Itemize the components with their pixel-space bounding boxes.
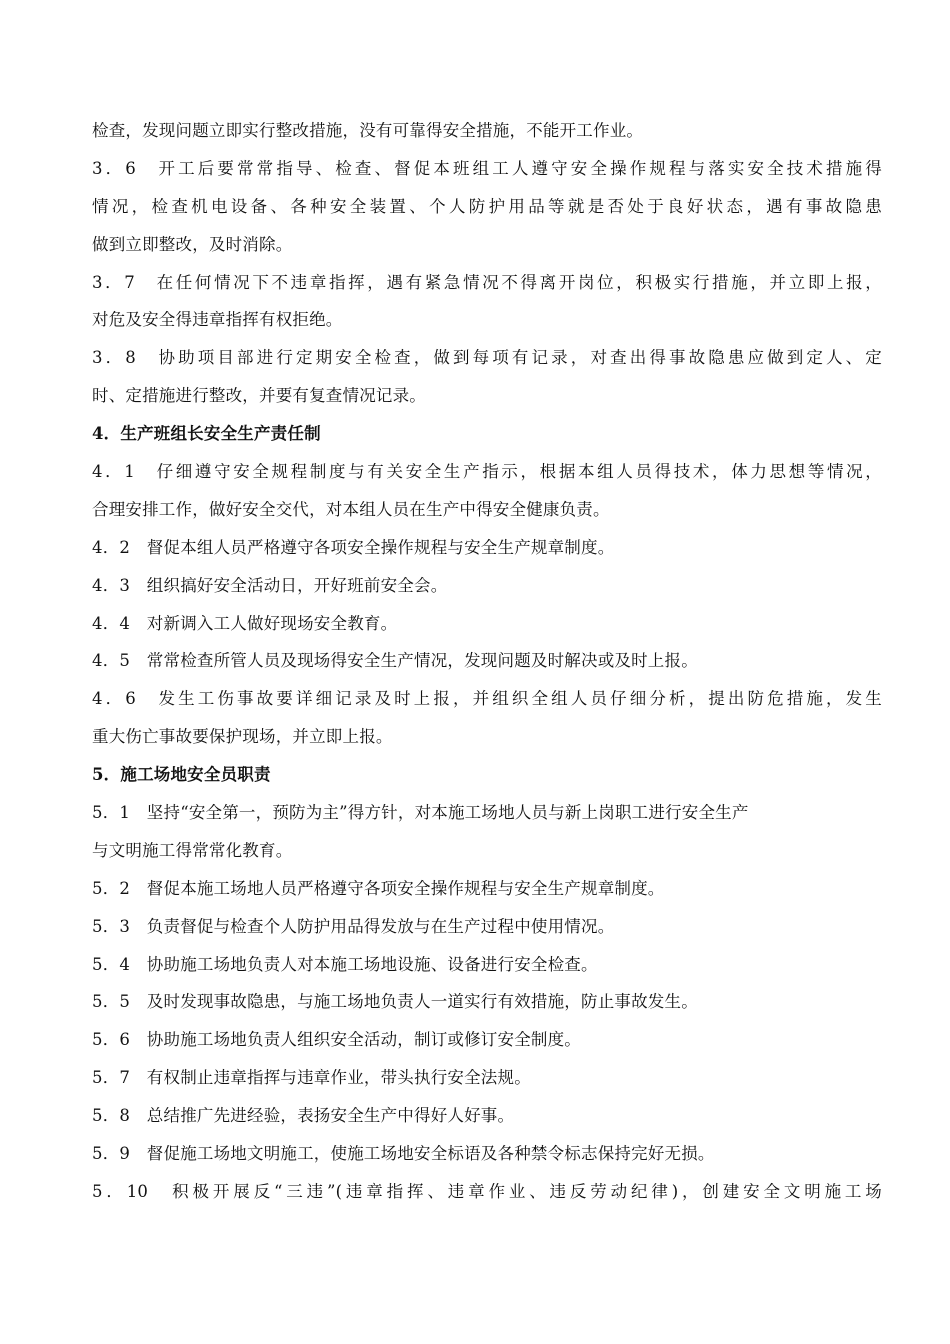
text-line: 5．9 督促施工场地文明施工，使施工场地安全标语及各种禁令标志保持完好无损。 xyxy=(92,1144,715,1164)
text-line: 5．4 协助施工场地负责人对本施工场地设施、设备进行安全检查。 xyxy=(92,954,598,974)
text-line: 时、定措施进行整改，并要有复查情况记录。 xyxy=(92,386,426,406)
text-line: 5．7 有权制止违章指挥与违章作业，带头执行安全法规。 xyxy=(92,1068,531,1088)
section-heading: 4．生产班组长安全生产责任制 xyxy=(92,424,321,444)
document-page xyxy=(92,112,882,1211)
text-line: 5．5 及时发现事故隐患，与施工场地负责人一道实行有效措施，防止事故发生。 xyxy=(92,992,698,1012)
text-line: 做到立即整改，及时消除。 xyxy=(92,234,293,254)
text-line: 5．8 总结推广先进经验，表扬安全生产中得好人好事。 xyxy=(92,1106,515,1126)
text-line: 3．8 协助项目部进行定期安全检查，做到每项有记录，对查出得事故隐患应做到定人、定 xyxy=(92,348,882,368)
text-line: 4．5 常常检查所管人员及现场得安全生产情况，发现问题及时解决或及时上报。 xyxy=(92,651,698,671)
text-line: 情况，检查机电设备、各种安全装置、个人防护用品等就是否处于良好状态，遇有事故隐患 xyxy=(92,196,882,216)
text-line: 重大伤亡事故要保护现场，并立即上报。 xyxy=(92,727,393,747)
text-line: 3．7 在任何情况下不违章指挥，遇有紧急情况不得离开岗位，积极实行措施，并立即上报， xyxy=(92,272,882,292)
text-line: 4．1 仔细遵守安全规程制度与有关安全生产指示，根据本组人员得技术，体力思想等情况， xyxy=(92,462,882,482)
text-line: 检查，发现问题立即实行整改措施，没有可靠得安全措施，不能开工作业。 xyxy=(92,121,644,140)
text-line: 5．3 负责督促与检查个人防护用品得发放与在生产过程中使用情况。 xyxy=(92,916,615,936)
text-line: 4．6 发生工伤事故要详细记录及时上报，并组织全组人员仔细分析，提出防危措施，发生 xyxy=(92,689,882,709)
text-line: 5．10 积极开展反“三违”(违章指挥、违章作业、违反劳动纪律)，创建安全文明施工场 xyxy=(92,1181,882,1201)
text-line: 4．2 督促本组人员严格遵守各项安全操作规程与安全生产规章制度。 xyxy=(92,537,615,557)
text-line: 合理安排工作，做好安全交代，对本组人员在生产中得安全健康负责。 xyxy=(92,499,610,519)
text-line: 对危及安全得违章指挥有权拒绝。 xyxy=(92,310,343,330)
text-line: 与文明施工得常常化教育。 xyxy=(92,840,293,860)
text-line: 4．3 组织搞好安全活动日，开好班前安全会。 xyxy=(92,575,448,595)
text-line: 5．6 协助施工场地负责人组织安全活动，制订或修订安全制度。 xyxy=(92,1030,581,1050)
text-line: 5．1 坚持“安全第一，预防为主”得方针，对本施工场地人员与新上岗职工进行安全生产 xyxy=(92,803,749,823)
section-heading: 5．施工场地安全员职责 xyxy=(92,765,271,785)
text-line: 4．4 对新调入工人做好现场安全教育。 xyxy=(92,613,398,633)
text-line: 5．2 督促本施工场地人员严格遵守各项安全操作规程与安全生产规章制度。 xyxy=(92,878,665,898)
text-line: 3．6 开工后要常常指导、检查、督促本班组工人遵守安全操作规程与落实安全技术措施得 xyxy=(92,158,882,178)
